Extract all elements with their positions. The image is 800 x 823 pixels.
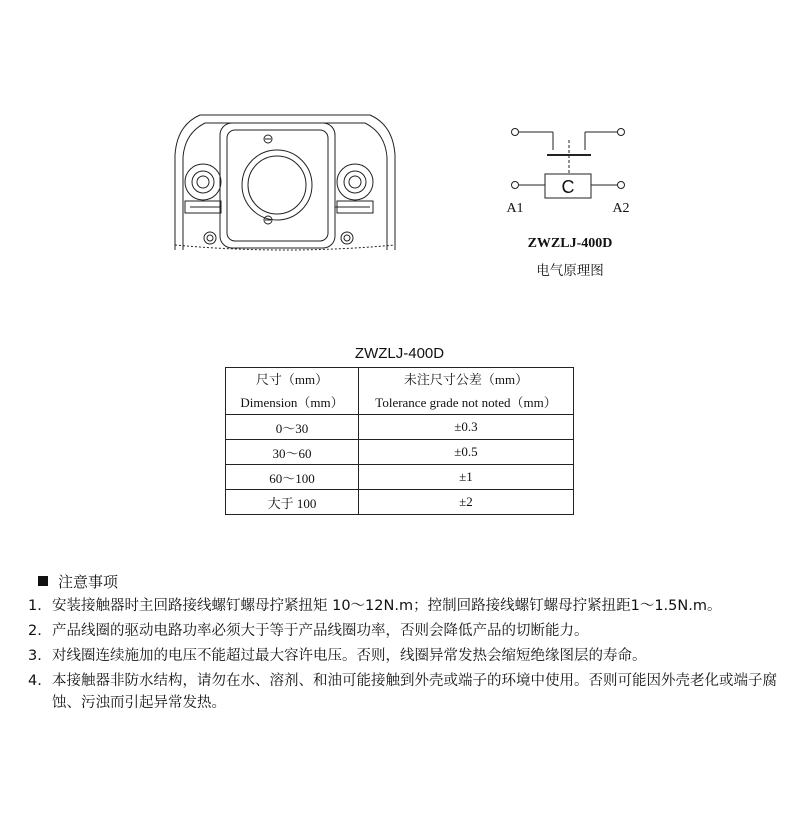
left-terminal bbox=[185, 164, 221, 244]
notes-heading bbox=[38, 571, 118, 592]
tolerance-cell: ±1 bbox=[359, 465, 574, 490]
header-dimension bbox=[226, 368, 359, 415]
notes-list bbox=[28, 595, 788, 717]
header-tolerance-en: Tolerance grade not noted（mm） bbox=[375, 395, 557, 410]
table-row bbox=[226, 465, 574, 490]
table-row bbox=[226, 440, 574, 465]
dimension-cell: 大于 100 bbox=[226, 490, 359, 515]
table-title: ZWZLJ-400D bbox=[354, 345, 445, 362]
note-text: 产品线圈的驱动电路功率必须大于等于产品线圈功率，否则会降低产品的切断能力。 bbox=[52, 623, 589, 639]
dimension-cell: 30～60 bbox=[226, 440, 359, 465]
note-item bbox=[28, 670, 788, 714]
table-row bbox=[226, 415, 574, 440]
right-terminal bbox=[337, 164, 373, 244]
note-text: 本接触器非防水结构，请勿在水、溶剂、和油可能接触到外壳或端子的环境中使用。否则可能因外壳老化或端子腐蚀、污浊而引起异常发热。 bbox=[52, 673, 777, 711]
note-item bbox=[28, 645, 788, 667]
header-tolerance-cn: 未注尺寸公差（mm） bbox=[403, 372, 529, 387]
terminal-a2-label: A2 bbox=[612, 201, 630, 216]
diagram-caption: 电气原理图 bbox=[536, 263, 604, 279]
header-dimension-cn: 尺寸（mm） bbox=[255, 372, 329, 387]
circuit-diagram bbox=[495, 118, 645, 218]
tolerance-table bbox=[225, 367, 574, 515]
dimension-cell: 0～30 bbox=[226, 415, 359, 440]
main-contact bbox=[512, 129, 625, 151]
diagram-model-label: ZWZLJ-400D bbox=[527, 236, 613, 251]
table-row bbox=[226, 490, 574, 515]
note-number: 3. bbox=[28, 648, 42, 664]
note-text: 安装接触器时主回路接线螺钉螺母拧紧扭矩 10～12N.m；控制回路接线螺钉螺母拧紧扭距1～1.5N.m。 bbox=[52, 598, 722, 614]
center-plate bbox=[220, 123, 335, 248]
notes-heading-text: 注意事项 bbox=[58, 573, 119, 591]
tolerance-cell: ±2 bbox=[359, 490, 574, 515]
note-number: 2. bbox=[28, 623, 42, 639]
housing-outline bbox=[175, 115, 395, 250]
table-header-row bbox=[226, 368, 574, 415]
note-number: 4. bbox=[28, 673, 42, 689]
note-item bbox=[28, 595, 788, 617]
header-dimension-en: Dimension（mm） bbox=[240, 395, 344, 410]
note-text: 对线圈连续施加的电压不能超过最大容许电压。否则，线圈异常发热会缩短绝缘图层的寿命。 bbox=[52, 648, 647, 664]
header-tolerance bbox=[359, 368, 574, 415]
plate-screws bbox=[264, 135, 272, 224]
note-number: 1. bbox=[28, 598, 42, 614]
dimension-cell: 60～100 bbox=[226, 465, 359, 490]
square-bullet-icon bbox=[38, 576, 48, 586]
coil-label: C bbox=[561, 177, 575, 197]
terminal-a1-label: A1 bbox=[506, 201, 524, 216]
tolerance-cell: ±0.5 bbox=[359, 440, 574, 465]
tolerance-cell: ±0.3 bbox=[359, 415, 574, 440]
note-item bbox=[28, 620, 788, 642]
device-drawing bbox=[165, 95, 405, 255]
